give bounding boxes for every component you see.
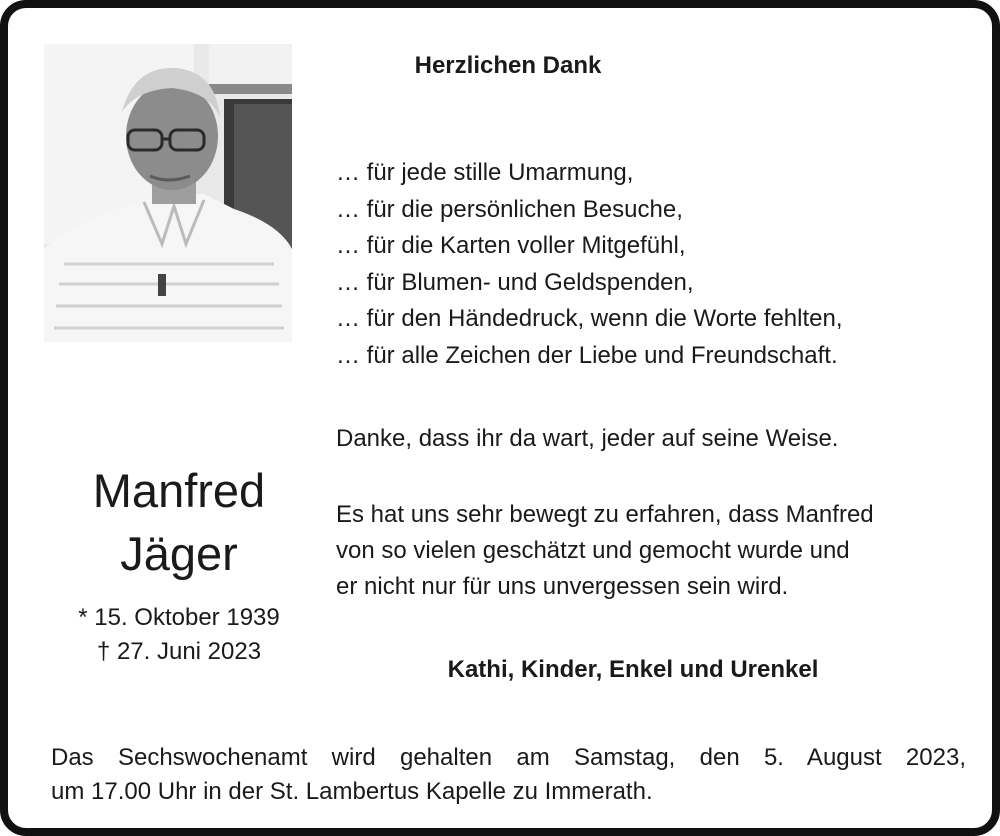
- last-name: Jäger: [120, 527, 238, 580]
- paragraph-line: von so vielen geschätzt und gemocht wurde und: [336, 537, 850, 564]
- birth-date: * 15. Oktober 1939: [78, 604, 280, 631]
- heading: Herzlichen Dank: [414, 52, 602, 79]
- death-date: † 27. Juni 2023: [96, 638, 262, 665]
- service-line: Das Sechswochenamt wird gehalten am Samstag, den 5. August 2023,: [51, 744, 966, 771]
- closing-paragraph: [336, 497, 874, 605]
- thanks-line: … für die Karten voller Mitgefühl,: [336, 232, 686, 259]
- life-dates: [44, 601, 314, 669]
- thanks-line: … für jede stille Umarmung,: [336, 159, 634, 186]
- portrait-illustration: [44, 44, 292, 342]
- danke-line: Danke, dass ihr da wart, jeder auf seine Weise.: [336, 425, 839, 452]
- thanks-line: … für Blumen- und Geldspenden,: [336, 268, 694, 296]
- family-signature: Kathi, Kinder, Enkel und Urenkel: [447, 656, 819, 683]
- thanks-list: [336, 155, 843, 374]
- service-line: um 17.00 Uhr in der St. Lambertus Kapelle zu Immerath.: [51, 778, 653, 805]
- service-notice: [51, 741, 966, 809]
- thanks-line: … für alle Zeichen der Liebe und Freundschaft.: [336, 341, 838, 369]
- thanks-line: … für die persönlichen Besuche,: [336, 195, 683, 223]
- first-name: Manfred: [92, 464, 266, 517]
- thanks-line: … für den Händedruck, wenn die Worte fehlten,: [336, 305, 843, 332]
- paragraph-line: Es hat uns sehr bewegt zu erfahren, dass Manfred: [336, 501, 874, 528]
- portrait-photo: [44, 44, 292, 342]
- paragraph-line: er nicht nur für uns unvergessen sein wird.: [336, 573, 789, 600]
- deceased-name: [44, 459, 314, 585]
